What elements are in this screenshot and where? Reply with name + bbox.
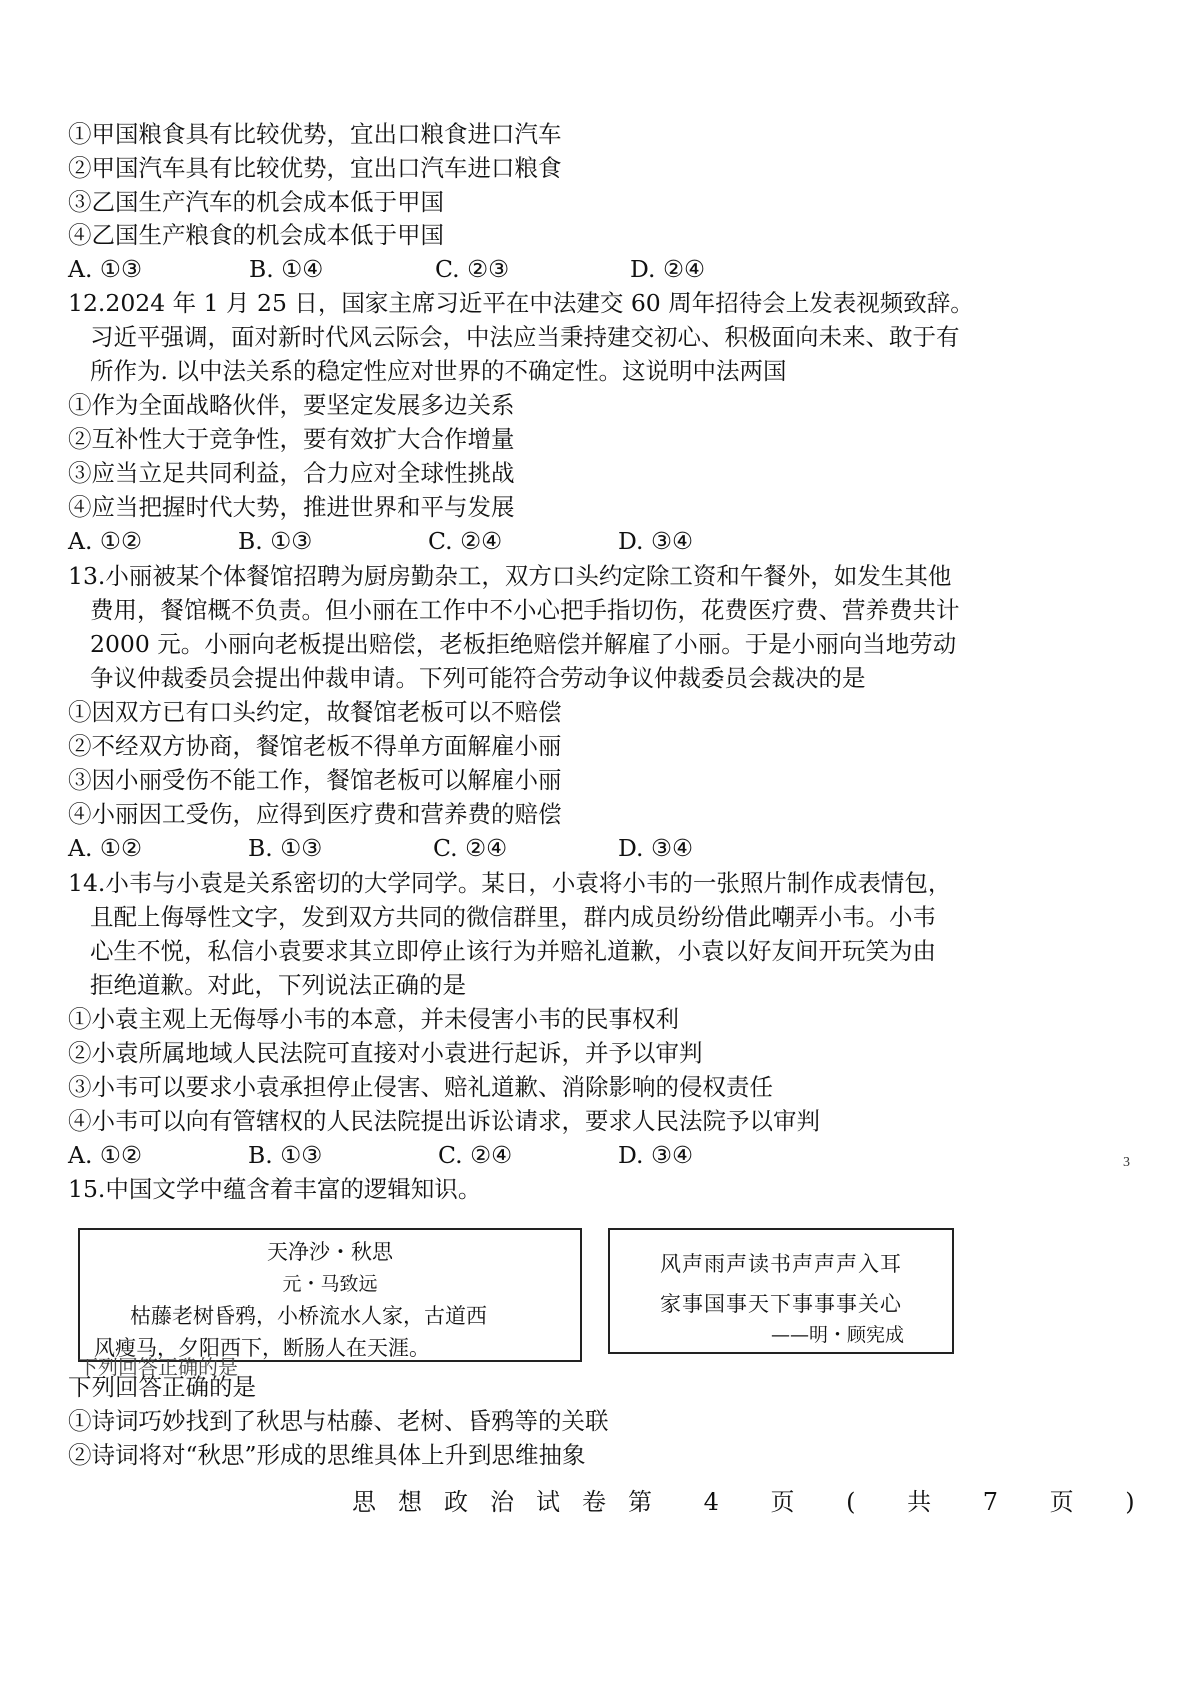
q15-prompt: 下列回答正确的是 — [68, 1373, 256, 1401]
q13-option-2: ②不经双方协商，餐馆老板不得单方面解雇小丽 — [68, 732, 562, 760]
q14-choice-c: C. ②④ — [438, 1141, 513, 1169]
q13-choice-b: B. ①③ — [248, 834, 323, 862]
q12-stem-line-3: 所作为. 以中法关系的稳定性应对世界的不确定性。这说明中法两国 — [90, 357, 787, 385]
q14-choice-b: B. ①③ — [248, 1141, 323, 1169]
q14-stem-line-4: 拒绝道歉。对此，下列说法正确的是 — [90, 971, 466, 999]
q11-choice-a: A. ①③ — [68, 255, 143, 283]
poem-line-1: 枯藤老树昏鸦，小桥流水人家，古道西 — [130, 1304, 487, 1328]
q12-option-1: ①作为全面战略伙伴，要坚定发展多边关系 — [68, 391, 515, 419]
q11-option-2: ②甲国汽车具有比较优势，宜出口汽车进口粮食 — [68, 154, 562, 182]
q12-choice-d: D. ③④ — [618, 527, 694, 555]
couplet-line-2: 家事国事天下事事事关心 — [660, 1292, 902, 1316]
q11-option-3: ③乙国生产汽车的机会成本低于甲国 — [68, 188, 444, 216]
couplet-line-1: 风声雨声读书声声声入耳 — [660, 1252, 902, 1276]
q12-option-3: ③应当立足共同利益，合力应对全球性挑战 — [68, 459, 515, 487]
page-footer: 思想政治试卷第 4 页 ( 共 7 页 ) — [352, 1488, 1157, 1516]
q12-choice-c: C. ②④ — [428, 527, 503, 555]
q11-choice-c: C. ②③ — [435, 255, 510, 283]
q13-stem-line-4: 争议仲裁委员会提出仲裁申请。下列可能符合劳动争议仲裁委员会裁决的是 — [90, 664, 866, 692]
couplet-author: ——明・顾宪成 — [770, 1324, 904, 1346]
q12-stem-line-1: 12.2024 年 1 月 25 日，国家主席习近平在中法建交 60 周年招待会上发表视频致辞。 — [68, 289, 974, 317]
q14-stem-line-1: 14.小韦与小袁是关系密切的大学同学。某日，小袁将小韦的一张照片制作成表情包， — [68, 869, 952, 897]
q15-option-2: ②诗词将对“秋思”形成的思维具体上升到思维抽象 — [68, 1441, 586, 1469]
q14-option-2: ②小袁所属地域人民法院可直接对小袁进行起诉，并予以审判 — [68, 1039, 703, 1067]
q11-choice-d: D. ②④ — [630, 255, 706, 283]
q11-choice-b: B. ①④ — [249, 255, 324, 283]
q13-choice-a: A. ①② — [68, 834, 143, 862]
poem-box — [78, 1228, 582, 1362]
q11-option-4: ④乙国生产粮食的机会成本低于甲国 — [68, 221, 444, 249]
q11-option-1: ①甲国粮食具有比较优势，宜出口粮食进口汽车 — [68, 120, 562, 148]
q15-stem: 15.中国文学中蕴含着丰富的逻辑知识。 — [68, 1175, 482, 1203]
q13-stem-line-2: 费用，餐馆概不负责。但小丽在工作中不小心把手指切伤，花费医疗费、营养费共计 — [90, 596, 960, 624]
q13-option-4: ④小丽因工受伤，应得到医疗费和营养费的赔偿 — [68, 800, 562, 828]
q13-choice-c: C. ②④ — [433, 834, 508, 862]
q14-option-1: ①小袁主观上无侮辱小韦的本意，并未侵害小韦的民事权利 — [68, 1005, 679, 1033]
poem-line-2: 风瘦马，夕阳西下，断肠人在天涯。 — [94, 1336, 430, 1360]
q13-choice-d: D. ③④ — [618, 834, 694, 862]
q12-choice-b: B. ①③ — [238, 527, 313, 555]
q13-stem-line-3: 2000 元。小丽向老板提出赔偿，老板拒绝赔偿并解雇了小丽。于是小丽向当地劳动 — [90, 630, 957, 658]
q13-option-1: ①因双方已有口头约定，故餐馆老板可以不赔偿 — [68, 698, 562, 726]
q12-choice-a: A. ①② — [68, 527, 143, 555]
q14-stem-line-3: 心生不悦，私信小袁要求其立即停止该行为并赔礼道歉，小袁以好友间开玩笑为由 — [90, 937, 936, 965]
q12-stem-line-2: 习近平强调，面对新时代风云际会，中法应当秉持建交初心、积极面向未来、敢于有 — [90, 323, 960, 351]
q14-option-3: ③小韦可以要求小袁承担停止侵害、赔礼道歉、消除影响的侵权责任 — [68, 1073, 773, 1101]
side-page-number: 3 — [1123, 1155, 1130, 1170]
q14-option-4: ④小韦可以向有管辖权的人民法院提出诉讼请求，要求人民法院予以审判 — [68, 1107, 820, 1135]
q13-stem-line-1: 13.小丽被某个体餐馆招聘为厨房勤杂工，双方口头约定除工资和午餐外，如发生其他 — [68, 562, 952, 590]
q14-choice-d: D. ③④ — [618, 1141, 694, 1169]
q12-option-2: ②互补性大于竞争性，要有效扩大合作增量 — [68, 425, 515, 453]
q15-option-1: ①诗词巧妙找到了秋思与枯藤、老树、昏鸦等的关联 — [68, 1407, 609, 1435]
poem-title: 天净沙・秋思 — [267, 1240, 393, 1264]
q14-choice-a: A. ①② — [68, 1141, 143, 1169]
q14-stem-line-2: 且配上侮辱性文字，发到双方共同的微信群里，群内成员纷纷借此嘲弄小韦。小韦 — [90, 903, 936, 931]
q15-cut-text: 下列回答正确的是 — [78, 1355, 238, 1379]
poem-author: 元・马致远 — [282, 1273, 378, 1295]
couplet-box — [608, 1228, 954, 1354]
q12-option-4: ④应当把握时代大势，推进世界和平与发展 — [68, 493, 515, 521]
q13-option-3: ③因小丽受伤不能工作，餐馆老板可以解雇小丽 — [68, 766, 562, 794]
